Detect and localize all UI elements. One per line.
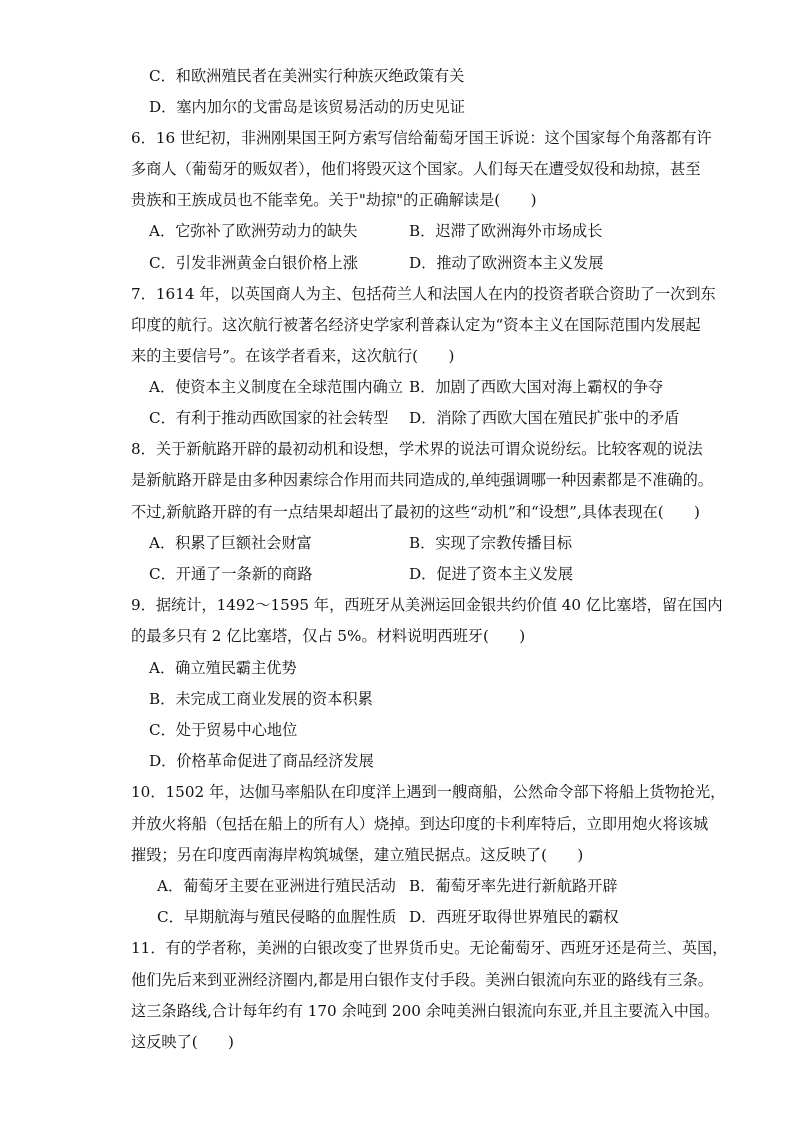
- q9-option-a: A．确立殖民霸主优势: [149, 659, 297, 677]
- q7-option-c: C．有利于推动西欧国家的社会转型: [149, 409, 389, 427]
- q9-option-b: B．未完成工商业发展的资本积累: [149, 690, 373, 708]
- q11-stem-line-4: 这反映了( ): [131, 1033, 234, 1051]
- q7-stem-line-1: 7．1614 年，以英国商人为主、包括荷兰人和法国人在内的投资者联合资助了一次到东: [131, 285, 716, 303]
- q10-option-c: C．早期航海与殖民侵略的血腥性质: [157, 908, 397, 926]
- q7-option-d: D．消除了西欧大国在殖民扩张中的矛盾: [409, 409, 680, 427]
- q5-option-d: D．塞内加尔的戈雷岛是该贸易活动的历史见证: [149, 98, 465, 116]
- q8-option-d: D．促进了资本主义发展: [409, 565, 574, 583]
- q8-stem-line-3: 不过,新航路开辟的有一点结果却超出了最初的这些“动机”和“设想”,具体表现在( ): [131, 503, 700, 521]
- q10-stem-line-2: 并放火将船（包括在船上的所有人）烧掉。到达印度的卡利库特后，立即用炮火将该城: [131, 815, 709, 833]
- q6-stem-line-2: 多商人（葡萄牙的贩奴者），他们将毁灭这个国家。人们每天在遭受奴役和劫掠，甚至: [131, 160, 701, 178]
- q11-stem-line-3: 这三条路线,合计每年约有 170 余吨到 200 余吨美洲白银流向东亚,并且主要流入中国。: [131, 1002, 720, 1020]
- q10-option-b: B．葡萄牙率先进行新航路开辟: [409, 877, 618, 895]
- q6-stem-line-3: 贵族和王族成员也不能幸免。关于"劫掠"的正确解读是( ): [131, 191, 537, 209]
- q9-stem-line-1: 9．据统计，1492～1595 年，西班牙从美洲运回金银共约价值 40 亿比塞塔，留在国内: [131, 596, 723, 614]
- q7-option-a: A．使资本主义制度在全球范围内确立: [149, 378, 403, 396]
- q10-option-d: D．西班牙取得世界殖民的霸权: [409, 908, 619, 926]
- q6-option-d: D．推动了欧洲资本主义发展: [409, 254, 604, 272]
- q8-option-a: A．积累了巨额社会财富: [149, 534, 312, 552]
- q10-option-a: A．葡萄牙主要在亚洲进行殖民活动: [157, 877, 396, 895]
- q6-option-b: B．迟滞了欧洲海外市场成长: [409, 222, 603, 240]
- q7-stem-line-2: 印度的航行。这次航行被著名经济史学家利普森认定为“资本主义在国际范围内发展起: [131, 316, 701, 334]
- q9-option-d: D．价格革命促进了商品经济发展: [149, 752, 374, 770]
- q8-option-b: B．实现了宗教传播目标: [409, 534, 573, 552]
- q5-option-c: C．和欧洲殖民者在美洲实行种族灭绝政策有关: [149, 67, 465, 85]
- q8-option-c: C．开通了一条新的商路: [149, 565, 313, 583]
- q10-stem-line-3: 摧毁；另在印度西南海岸构筑城堡，建立殖民据点。这反映了( ): [131, 846, 584, 864]
- q8-stem-line-1: 8．关于新航路开辟的最初动机和设想，学术界的说法可谓众说纷纭。比较客观的说法: [131, 440, 703, 458]
- q10-stem-line-1: 10．1502 年，达伽马率船队在印度洋上遇到一艘商船，公然命令部下将船上货物抢光，: [131, 783, 726, 801]
- q11-stem-line-1: 11．有的学者称，美洲的白银改变了世界货币史。无论葡萄牙、西班牙还是荷兰、英国，: [131, 939, 728, 957]
- q6-option-a: A．它弥补了欧洲劳动力的缺失: [149, 222, 358, 240]
- q7-option-b: B．加剧了西欧大国对海上霸权的争夺: [409, 378, 664, 396]
- q7-stem-line-3: 来的主要信号”。在该学者看来，这次航行( ): [131, 347, 455, 365]
- q9-option-c: C．处于贸易中心地位: [149, 721, 298, 739]
- q11-stem-line-2: 他们先后来到亚洲经济圈内,都是用白银作支付手段。美洲白银流向东亚的路线有三条。: [131, 971, 713, 989]
- q8-stem-line-2: 是新航路开辟是由多种因素综合作用而共同造成的,单纯强调哪一种因素都是不准确的。: [131, 471, 713, 489]
- q9-stem-line-2: 的最多只有 2 亿比塞塔，仅占 5%。材料说明西班牙( ): [131, 627, 526, 645]
- q6-option-c: C．引发非洲黄金白银价格上涨: [149, 254, 359, 272]
- q6-stem-line-1: 6．16 世纪初，非洲刚果国王阿方索写信给葡萄牙国王诉说：这个国家每个角落都有许: [131, 129, 712, 147]
